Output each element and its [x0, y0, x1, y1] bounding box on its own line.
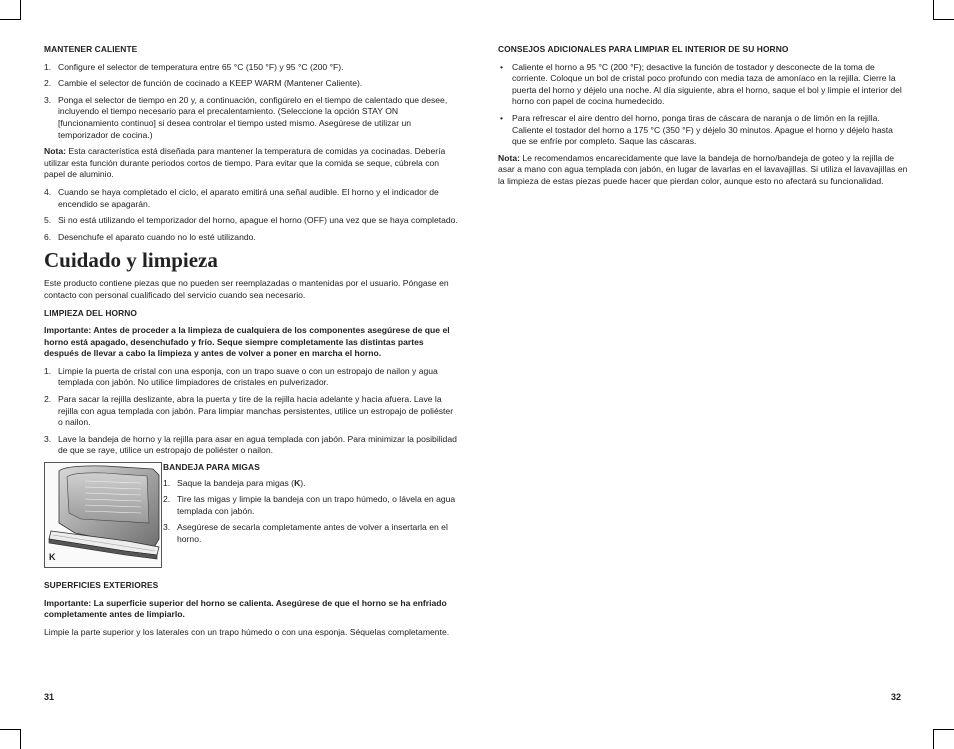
crop-mark: [934, 19, 954, 20]
step-number: 4.: [44, 186, 52, 197]
limpieza-steps: [44, 366, 458, 457]
consejos-bullets: [498, 62, 908, 148]
figure-label-k: K: [49, 552, 56, 563]
section-heading-mantener: MANTENER CALIENTE: [44, 44, 138, 54]
step-text: Saque la bandeja para migas (: [177, 477, 295, 488]
step-number: 2.: [44, 394, 52, 405]
crop-mark: [20, 0, 21, 20]
step-number: 1.: [44, 61, 52, 72]
section-title-cuidado: Cuidado y limpieza: [44, 248, 218, 273]
list-item: [163, 522, 459, 545]
list-item: [44, 215, 458, 227]
crop-mark: [933, 729, 934, 749]
step-text: Ponga el selector de tiempo en 20 y, a continuación, configúrelo en el tiempo de calentado que desee, incluyendo el tiempo necesario para el precalentamiento. (Seleccione la opción STAY ON [funcionamiento continuo] si desea controlar el tiempo usted mismo. Asegúrese de utilizar un temporizador de cocina.): [58, 94, 448, 140]
step-number: 1.: [163, 477, 171, 488]
step-text: Si no está utilizando el temporizador del horno, apague el horno (OFF) una vez que se haya completado.: [58, 215, 458, 226]
step-number: 3.: [163, 522, 171, 533]
list-item: [44, 434, 458, 457]
mantener-steps: [44, 62, 458, 142]
list-item: [498, 113, 908, 148]
section-heading-superficies: SUPERFICIES EXTERIORES: [44, 580, 159, 591]
step-number: 3.: [44, 94, 52, 105]
bullet-text: Caliente el horno a 95 °C (200 °F); desactive la función de tostador y desconecte de la toma de corriente. Coloque un bol de cristal poco profundo con media taza de amoníaco en la rejilla. Cierre la puerta del horno y déjelo una noche. Al día siguiente, abra el horno, saque el bol y limpie el interior del horno con papel de cocina humedecido.: [512, 61, 902, 107]
step-text: Cambie el selector de función de cocinado a KEEP WARM (Mantener Caliente).: [58, 78, 363, 89]
list-item: [498, 62, 908, 108]
list-item: [44, 78, 458, 90]
crop-mark: [0, 729, 20, 730]
bullet-text: Para refrescar el aire dentro del horno, ponga tiras de cáscara de naranja o de limón en la rejilla. Caliente el tostador del horno a 175 °C (350 °F) y déjelo 30 minutos. Apague el horno y déjelo hasta que se enfríe por completo. Saque las cáscaras.: [512, 112, 893, 147]
section-heading-bandeja: BANDEJA PARA MIGAS: [163, 462, 260, 473]
bandeja-steps: [163, 478, 459, 546]
list-item: [44, 95, 458, 141]
note-paragraph: [498, 153, 908, 188]
step-text: Para sacar la rejilla deslizante, abra la puerta y tire de la rejilla hacia adelante y hacia afuera. Lave la rejilla con agua templada con jabón. Para limpiar manchas persistentes, utilice un estropajo de poliéster o nailon.: [58, 394, 454, 428]
list-item: [44, 62, 458, 74]
step-text: Tire las migas y limpie la bandeja con un trapo húmedo, o lávela en agua templada con jabón.: [177, 494, 456, 516]
step-text: Desenchufe el aparato cuando no lo esté utilizando.: [58, 231, 256, 242]
step-number: 5.: [44, 215, 52, 226]
note-text: Le recomendamos encarecidamente que lave la bandeja de horno/bandeja de goteo y la rejilla de asar a mano con agua templada con jabón, en lugar de lavarlas en el lavavajillas. Si utiliza el lavavajillas en la limpieza de estas piezas puede hacer que pierdan color, aunque esto no afectará su funcionalidad.: [498, 152, 908, 186]
note-label: Nota:: [498, 152, 520, 163]
list-item: [163, 478, 459, 490]
page-number-left: 31: [44, 692, 55, 702]
crop-mark: [934, 729, 954, 730]
crop-mark: [0, 19, 20, 20]
right-page: [498, 44, 908, 194]
crumb-tray-text: [163, 462, 459, 551]
oven-crumb-tray-illustration: [44, 462, 162, 568]
crop-mark: [933, 0, 934, 20]
crumb-tray-section: [44, 462, 458, 574]
step-text: ).: [300, 477, 306, 488]
bullet: •: [500, 112, 504, 123]
crop-mark: [20, 729, 21, 749]
step-number: 6.: [44, 231, 52, 242]
bullet: •: [500, 61, 504, 72]
step-number: 2.: [163, 494, 171, 505]
step-number: 3.: [44, 433, 52, 444]
step-text: Configure el selector de temperatura entre 65 °C (150 °F) y 95 °C (200 °F).: [58, 61, 344, 72]
note-text: Esta característica está diseñada para mantener la temperatura de comidas ya cocinadas. Debería utilizar esta función durante periodos cortos de tiempo. Para evitar que la comida se seque, cúbrela con papel de aluminio.: [44, 146, 446, 180]
list-item: [44, 366, 458, 389]
list-item: [163, 494, 459, 517]
list-item: [44, 187, 458, 210]
cuidado-intro: Este producto contiene piezas que no pueden ser reemplazadas o mantenidas por el usuario. Póngase en contacto con personal cualificado del servicio cuando sea necesario.: [44, 278, 449, 300]
list-item: [44, 394, 458, 429]
superficies-important: Importante: La superficie superior del horno se calienta. Asegúrese de que el horno se ha enfriado completamente antes de limpiarlo.: [44, 597, 447, 620]
note-label: Nota:: [44, 146, 66, 157]
limpieza-important: Importante: Antes de proceder a la limpieza de cualquiera de los componentes asegúrese de que el horno está apagado, desenchufado y frío. Seque siempre completamente las distintas partes después de llevar a cabo la limpieza y antes de volver a poner en marcha el horno.: [44, 325, 450, 359]
superficies-text: Limpie la parte superior y los laterales con un trapo húmedo o con una esponja. Séquelas completamente.: [44, 626, 450, 637]
step-text: Lave la bandeja de horno y la rejilla para asar en agua templada con jabón. Para minimizar la posibilidad de que se raye, utilice un estropajo de poliéster o nailon.: [58, 433, 457, 456]
section-heading-consejos: CONSEJOS ADICIONALES PARA LIMPIAR EL INTERIOR DE SU HORNO: [498, 44, 789, 54]
step-text: Limpie la puerta de cristal con una esponja, con un trapo suave o con un estropajo de nailon y agua templada con jabón. No utilice limpiadores de cristales en pulverizador.: [58, 365, 438, 388]
mantener-steps-continued: [44, 187, 458, 243]
step-number: 2.: [44, 78, 52, 89]
step-text: Asegúrese de secarla completamente antes de volver a insertarla en el horno.: [177, 522, 448, 544]
page-number-right: 32: [891, 692, 902, 702]
left-page: [44, 44, 458, 644]
section-heading-limpieza: LIMPIEZA DEL HORNO: [44, 307, 137, 318]
list-item: [44, 232, 458, 244]
note-paragraph: [44, 146, 458, 181]
step-text: Cuando se haya completado el ciclo, el aparato emitirá una señal audible. El horno y el indicador de encendido se apagarán.: [58, 186, 439, 209]
oven-drawing: [45, 463, 161, 567]
step-number: 1.: [44, 365, 52, 376]
step-text-bold: K: [294, 477, 301, 488]
